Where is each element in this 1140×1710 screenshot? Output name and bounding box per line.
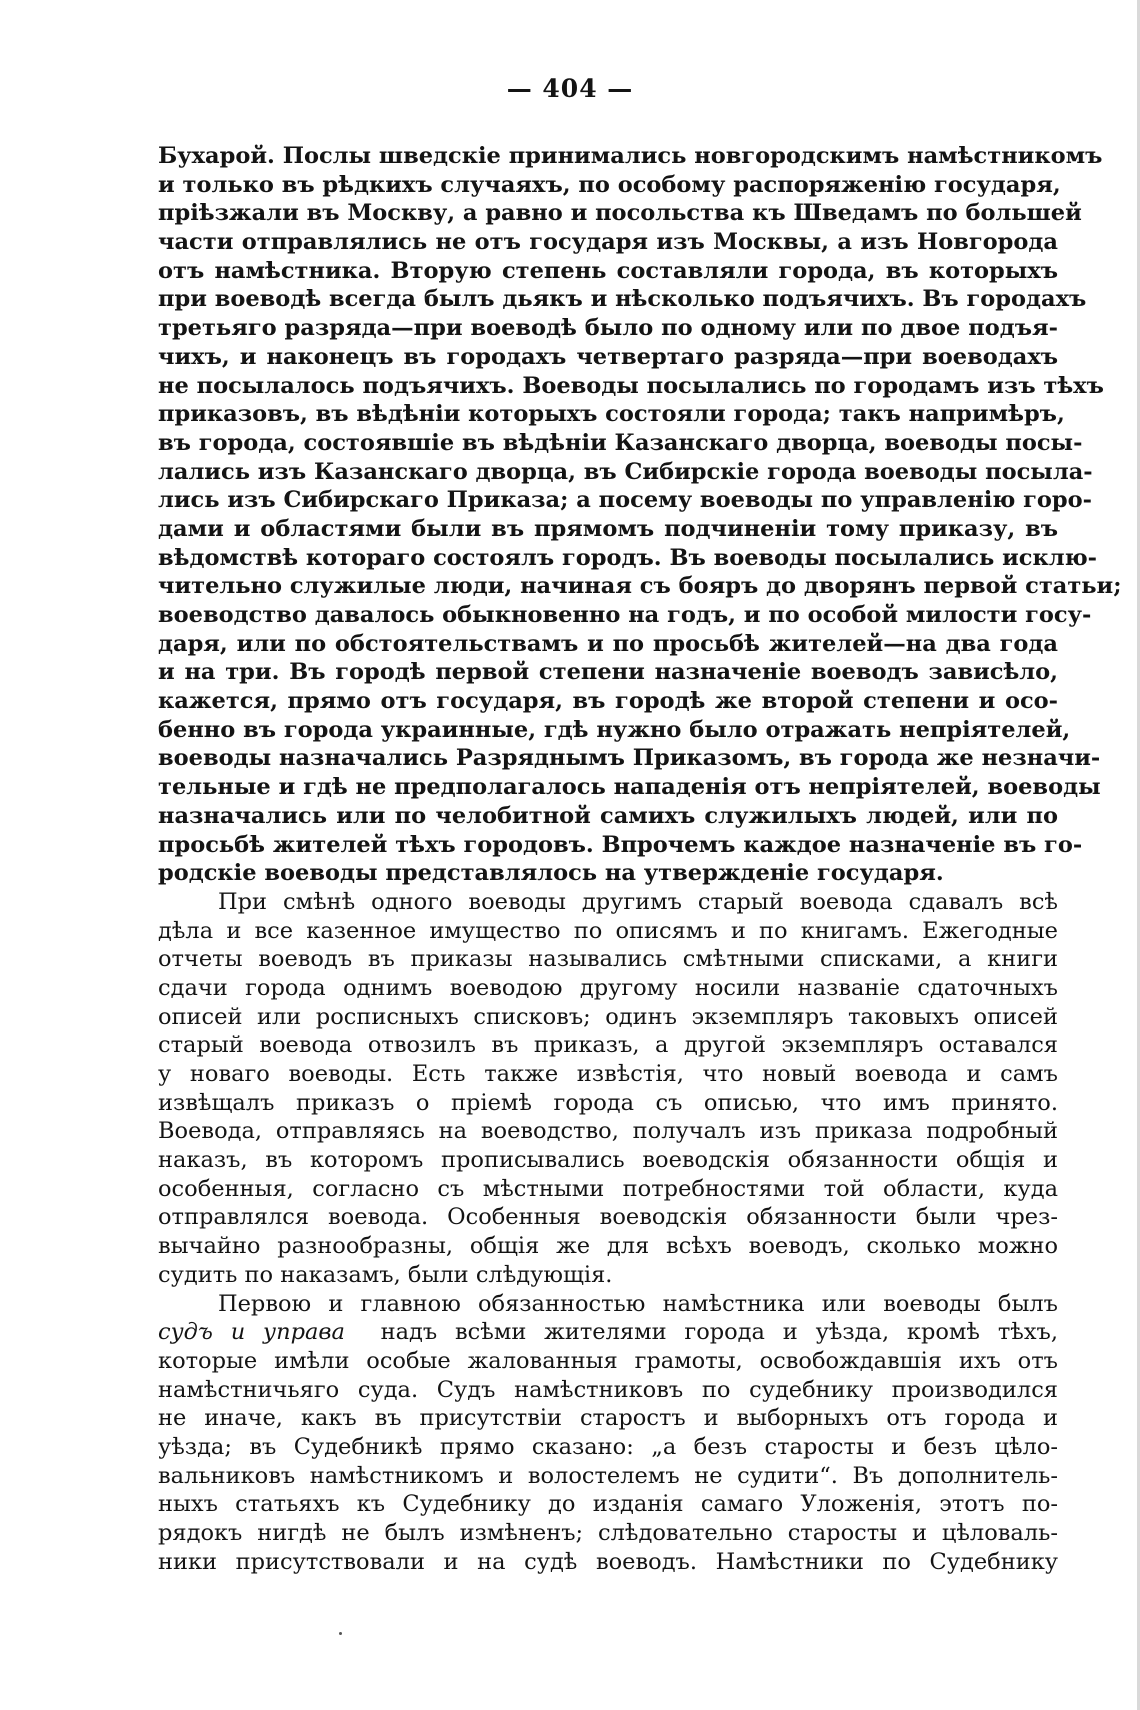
text-line: Бухарой. Послы шведскіе принимались новгородскимъ намѣстникомъ	[158, 143, 1103, 169]
text-line: при воеводѣ всегда былъ дьякъ и нѣсколько подъячихъ. Въ городахъ	[158, 286, 1087, 313]
page-number: — 404 —	[506, 74, 634, 103]
print-speck	[339, 1632, 342, 1635]
text-line: отправлялся воевода. Особенныя воеводскія обязанности были чрез-	[158, 1204, 1058, 1231]
paragraph-start-line: Первою и главною обязанностью намѣстника или воеводы былъ	[218, 1290, 1058, 1317]
text-line: описей или росписныхъ списковъ; одинъ экземпляръ таковыхъ описей	[158, 1003, 1058, 1030]
text-line: отчеты воеводъ въ приказы назывались смѣтными списками, а книги	[158, 946, 1058, 973]
text-line: сдачи города однимъ воеводою другому носили названіе сдаточныхъ	[158, 974, 1058, 1001]
text-line: рядокъ нигдѣ не былъ измѣненъ; слѣдовательно старосты и цѣловаль-	[158, 1520, 1058, 1546]
text-line: и на три. Въ городѣ первой степени назначеніе воеводъ зависѣло,	[158, 659, 1058, 686]
text-line: не иначе, какъ въ присутствіи старостъ и выборныхъ отъ города и	[158, 1405, 1058, 1432]
text-line: чительно служилые люди, начиная съ бояръ до дворянъ первой статьи;	[158, 573, 1122, 600]
text-line: не посылалось подъячихъ. Воеводы посылались по городамъ изъ тѣхъ	[158, 372, 1104, 399]
text-line: вычайно разнообразны, общія же для всѣхъ воеводъ, сколько можно	[158, 1233, 1058, 1260]
text-fragment: надъ всѣми жителями города и уѣзда, кромѣ тѣхъ,	[380, 1319, 1058, 1346]
text-line: лись изъ Сибирскаго Приказа; а посему воеводы по управленію горо-	[158, 487, 1093, 514]
text-line: просьбѣ жителей тѣхъ городовъ. Впрочемъ каждое назначеніе въ го-	[158, 831, 1083, 858]
text-line: чихъ, и наконецъ въ городахъ четвертаго разряда—при воеводахъ	[158, 343, 1058, 370]
text-line: и только въ рѣдкихъ случаяхъ, по особому распоряженію государя,	[158, 171, 1061, 198]
text-line: приказовъ, въ вѣдѣніи которыхъ состояли города; такъ напримѣръ,	[158, 401, 1065, 428]
text-line: тельные и гдѣ не предполагалось нападенія отъ непріятелей, воеводы	[158, 774, 1101, 801]
text-line: дами и областями были въ прямомъ подчиненіи тому приказу, въ	[158, 515, 1058, 542]
text-line: извѣщалъ приказъ о пріемѣ города съ описью, что имъ принято.	[158, 1089, 1058, 1116]
text-line: ники присутствовали и на судѣ воеводъ. Намѣстники по Судебнику	[158, 1548, 1058, 1575]
text-line: даря, или по обстоятельствамъ и по просьбѣ жителей—на два года	[158, 630, 1058, 657]
text-line: ныхъ статьяхъ къ Судебнику до изданія самаго Уложенія, этотъ по-	[158, 1491, 1058, 1518]
text-line: части отправлялись не отъ государя изъ Москвы, а изъ Новгорода	[158, 229, 1058, 256]
text-line: судить по наказамъ, были слѣдующія.	[158, 1261, 613, 1288]
text-line: кажется, прямо отъ государя, въ городѣ же второй степени и осо-	[158, 688, 1058, 715]
text-line: намѣстничьяго суда. Судъ намѣстниковъ по судебнику производился	[158, 1376, 1058, 1403]
body-text	[158, 142, 1122, 1576]
text-line: дѣла и все казенное имущество по описямъ и по книгамъ. Ежегодные	[158, 917, 1058, 944]
text-line: третьяго разряда—при воеводѣ было по одному или по двое подъя-	[158, 315, 1058, 342]
text-line: которые имѣли особые жалованныя грамоты, освобождавшія ихъ отъ	[158, 1347, 1058, 1374]
text-line: старый воевода отвозилъ въ приказъ, а другой экземпляръ оставался	[158, 1032, 1058, 1059]
text-line: наказъ, въ которомъ прописывались воеводскія обязанности общія и	[158, 1147, 1058, 1174]
paragraph-start-line: При смѣнѣ одного воеводы другимъ старый воевода сдавалъ всѣ	[218, 888, 1058, 915]
text-line: назначались или по челобитной самихъ служилыхъ людей, или по	[158, 802, 1058, 829]
text-line: Воевода, отправляясь на воеводство, получалъ изъ приказа подробный	[158, 1118, 1058, 1145]
text-line: уѣзда; въ Судебникѣ прямо сказано: „а безъ старосты и безъ цѣло-	[158, 1433, 1058, 1460]
text-line: родскіе воеводы представлялось на утвержденіе государя.	[158, 860, 944, 887]
text-line-with-emphasis	[158, 1318, 1058, 1347]
emphasis-sud-i-uprava: судъ и управа	[158, 1319, 345, 1346]
text-line: воеводы назначались Разряднымъ Приказомъ, въ города же незначи-	[158, 745, 1101, 772]
text-line: у новаго воеводы. Есть также извѣстія, что новый воевода и самъ	[158, 1061, 1058, 1087]
text-line: особенныя, согласно съ мѣстными потребностями той области, куда	[158, 1175, 1058, 1202]
text-line: бенно въ города украинные, гдѣ нужно было отражать непріятелей,	[158, 716, 1071, 743]
text-line: пріѣзжали въ Москву, а равно и посольства къ Шведамъ по большей	[158, 200, 1082, 227]
text-line: вѣдомствѣ котораго состоялъ городъ. Въ воеводы посылались исклю-	[158, 544, 1098, 571]
text-line: отъ намѣстника. Вторую степень составляли города, въ которыхъ	[158, 257, 1058, 284]
text-line: вальниковъ намѣстникомъ и волостелемъ не судити“. Въ дополнитель-	[158, 1462, 1058, 1489]
text-line: воеводство давалось обыкновенно на годъ, и по особой милости госу-	[158, 602, 1092, 628]
text-line: лались изъ Казанскаго дворца, въ Сибирскіе города воеводы посыла-	[158, 458, 1093, 485]
text-line: въ города, состоявшіе въ вѣдѣніи Казанскаго дворца, воеводы посы-	[158, 429, 1083, 456]
